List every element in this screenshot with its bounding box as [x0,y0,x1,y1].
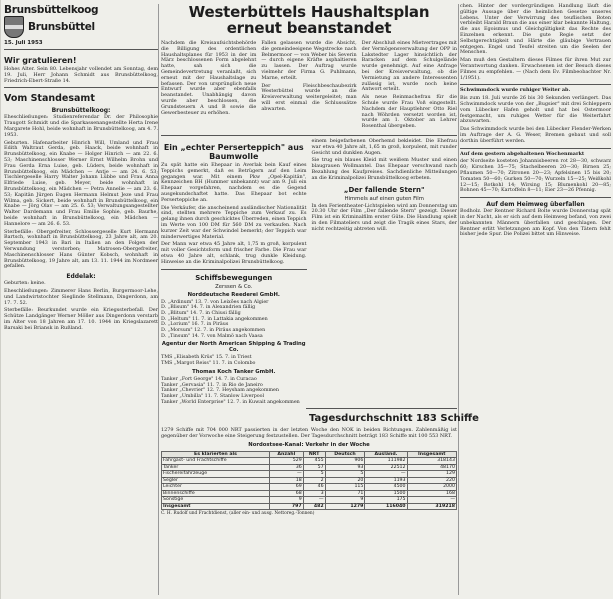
table-cell: 57 [303,464,325,471]
table-cell: 529 [269,458,303,465]
table-cell: Insgesamt [162,503,270,510]
divider [4,87,158,88]
table-cell: 1279 [325,503,365,510]
right-column [460,4,611,597]
table-cell: 68 [269,490,303,497]
table-cell: Fahrgast- und Frachtschiffe [162,458,270,465]
eddelak-text-births: Geburten: keine. [4,280,46,287]
table-cell: 318143 [407,458,456,465]
canal-story [309,413,479,425]
film-story [312,139,458,405]
table-cell: 9 [269,497,303,504]
eddelak-title: Eddelak: [66,273,96,281]
table-cell: Tanker [162,464,270,471]
table-cell: Binnenschiffe [162,490,270,497]
ships-subtitle: Zerssen & Co. [215,283,253,290]
table-cell: 2 [303,477,325,484]
canal-text: 1279 Schiffe mit 704 000 NRT passierten in der letzten Woche den NOK in beiden Richtungen. Zahlenmäßig ist gegenüber der Vorwoche eine Steigerung festzustellen. Der Tagesdurchschnitt beträgt 183 Schiffe mit 100 553 NRT. [161,427,457,440]
ship-entry: D. „Morsum" 12. 7. in Piräus angekommen [161,328,266,334]
masthead-line-2: Brunsbüttel [28,21,95,33]
lead-text: Der Fleischbeschaubezirk Westerbüttel wurde an die Kreisverwaltung weitergeleitet; man will erst einmal die Schlusssätze abwarten. [261,82,357,112]
divider [306,408,457,409]
table-cell: 5 [303,471,325,478]
ships-headline: Schiffsbewegungen [195,273,273,282]
column-rule [158,4,159,595]
registry-text-births: Geburten. Hafenarbeiter Hinrich Will, Umland und Frau Edith Waltraut Gerda, geb. Haack, beide wohnhaft in Brunsbüttelkoog, ein Knabe — Holger Hinrich — am 22. 6. 53; Maschinenschlosser Werner Ernst Wilhelm Brohn und Frau Gerda Erna Luise, geb. Lüders, beide wohnhaft in Brunsbüttelkoog, ein Mädchen — Antje — am 24. 6. 53; Tischlergeselle Harry Walter Johann Lübbe und Frau Anna Elfriede Luise, geb. Meyer, beide wohnhaft in Brunsbüttelkoog, ein Mädchen — Petra Annelie — am 23. 6. 53; Kapitän Jürgen Eugen Hermann Helmut Jeze und Frau Wilma, geb. Sickert, beide wohnhaft in Brunsbüttelkoog, ein Knabe — Jörg Olav — am 25. 6. 53; Verwaltungsangestellter Walter Dardemann und Frau Emilie Sophie, geb. Baurhe, beide wohnhaft in Brunsbüttelkoog, ein Mädchen — Hannelore — am 26. 6. 53. [4,139,158,227]
canal-traffic-table [161,451,457,511]
film-headline: „Der fallende Stern" [343,185,425,194]
dock-text: Bis zum 18. Juli wurde 26 bis 30 Sekunden verlängert. Das Schwimmdock wurde von der „Bugsier" mit drei Schleppern vom Lübecker Hafen geholt und hat bei Ostermoor festgemacht, um ruhiges Wetter für die Weiterfahrt abzuwarten. [460,95,611,125]
divider [161,269,307,270]
divider [161,135,457,136]
ship-entry: Tanker „World Enterprise" 12. 7. in Kuwait angekommen [161,399,300,405]
ship-entry: Tanker „Gervasia" 11. 7. in Rio de Janeiro [161,382,263,388]
left-column [4,4,158,597]
table-cell: — [303,497,325,504]
film-text: In den Ferientheater-Lichtspielen wird am Donnerstag um 20.30 Uhr der Film „Der fallende Stern" gezeigt. Dieser Film ist ein Kriminalfilm erster Güte. Die Handlung spielt in den Filmateliers und zeigt die Tragik eines Stars, der nicht rechtzeitig abtreten will. [311,202,457,232]
ships-group-title: Norddeutsche Reederei GmbH. [187,291,280,298]
table-header: Deutsch [325,451,365,458]
table-cell: 111982 [365,458,407,465]
table-header: Es klarierten als [162,451,270,458]
table-cell: 5 [325,471,365,478]
main-headline-line-1: Westerbüttels Haushaltsplan [188,3,430,21]
ship-entry: TMS „Margot Reiss" 11. 7. in Colombo [161,361,256,367]
masthead-line-1: Brunsbüttelkoog [4,4,99,16]
canal-table-title: Nordostsee-Kanal: Verkehr in der Woche [248,441,370,448]
carpet-text: Der Mann war etwa 45 Jahre alt, 1,75 m groß, korpulent mit voller Gesichtsform und frischer Farbe. Die Frau war etwa 40 Jahre alt, schlank, trug dunkle Kleidung. Hinweise an die Kriminalpolizei Brunsbüttelkoog. [161,241,307,265]
lead-text: Als neue Reinmachefrau für die Schule wurde Frau Voß eingestellt. Nachdem der Hauptlehrer Otto Riel nach Wöhrden versetzt worden ist, wurde am 1. Oktober an Lehrer Rosenthal übergeben. [361,94,457,130]
ship-entry: Tanker „Fort George" 14. 7. in Curacao [161,376,257,382]
table-cell: 1193 [365,477,407,484]
ship-entry: D. „Ardinum" 13. 7. von Leixões nach Algier [161,299,269,305]
carpet-text: Zu spät hatte ein Ehepaar in Averlak bein Kauf eines Teppichs gemerkt, daß es Betrügern auf den Leim gegangen war. Mit einem Pkw „Opel-Kapitän", Kennzeichen BH (Hummer unbekannt) war am 9. Juli ein Ehepaar vorgefahren, nachdem es die Gegend ausgekundschaftet hatte. Das Ehepaar bot echte Perserteppiche an. [161,161,307,203]
divider [460,197,611,198]
divider [460,148,611,149]
ship-entry: TMS „Elisabeth Krüs" 15. 7. in Triest [161,355,252,361]
table-cell: Leichter [162,484,270,491]
center-column [161,3,479,597]
table-cell: 2000 [407,484,456,491]
ship-entry: D. „Blisum" 14. 7. in Alexandrien fällig [161,305,256,311]
table-row [162,503,457,510]
ship-entry: D. „Blitum" 14. 7. in Chiusi fällig [161,310,241,316]
divider [460,84,611,85]
film-review-text: chen. Hinter der vordergründigen Handlung läuft die gültige Aussage über die heimlichen Gesetze unseres Lebens. Unter der Verwirrung des teuflischen Boten verbleibt Harald Braun die aus einer klar bekannte Haltung, die aus Egoismus und Gleichgültigkeit das Rechte des Einzelnen erkennt. Die gute Regie setzt der Selbstgerechtigkeit und Härte die gläubige Vertrauen entgegen. Engel und Teufel streiten um die Seelen der Menschen. [460,3,611,56]
column-rule [458,4,459,595]
divider [4,49,158,50]
table-cell: 48170 [407,464,456,471]
market-text: der Nordseite kosteten Johannisbeeren rot 28—30, schwarz 60; Kirschen 35—75; Stachelbeeren 20—30; Birnen 25; Pflaumen 50—70; Zitronen 20—23; Apfelsinen 15 bis 20; Tomaten 50—60; Gurken 50—70; Wurzeln 15—25; Weißkohl 12—15; Rotkohl 14; Wirsing 15; Blumenkohl 20—85; Bohnen 45—70; Kartoffeln 8—11; Eier 23—26 Pfennig. [460,158,611,194]
table-cell: — [407,497,456,504]
table-cell: 1500 [365,490,407,497]
masthead [4,4,158,38]
table-cell: 906 [325,458,365,465]
table-cell: — [365,471,407,478]
table-cell: 18 [269,477,303,484]
lead-text: Der Abschluß eines Mietvertrages mit der Vermögensverwaltung der OPP in Lakstedter Lager hinsichtlich der Baracken auf dem Schulgelände wurde genehmigt. Auf eine Anfrage bei der Kreisverwaltung, ob die Vermietung an andere Interessenten zulässig ist, wurde noch keine Antwort erteilt. [361,40,457,93]
table-cell: 220 [407,477,456,484]
carpet-text-continued: einem beigefarbenen Oberhemd bekleidet. Die Ehefrau war etwa 40 Jahre alt, 1,65 m groß, korpulent, mit runder Gesicht und dunklen Augen. [311,137,457,156]
table-cell: 69 [269,484,303,491]
table-cell: — [269,471,303,478]
table-cell: 319218 [407,503,456,510]
congrats-title: Wir gratulieren! [4,56,77,65]
table-header: NRT [303,451,325,458]
ship-entry: Tanker „Chevrier" 12. 7. Heysham angekommen [161,388,279,394]
table-cell: 116040 [365,503,407,510]
table-header: Anzahl [269,451,303,458]
table-cell: Sonstige [162,497,270,504]
carpet-headline: Ein „echter Perserteppich" aus Baumwolle [163,142,304,161]
registry-office-subtitle: Brunsbüttelkoog: [51,107,111,115]
assault-headline: Auf dem Heimweg überfallen [486,201,585,209]
table-cell: 20 [325,477,365,484]
table-cell: 4500 [365,484,407,491]
market-kicker: Auf dem gestern abgehaltenen Wochenmarkt [460,150,585,157]
table-cell: 175 [365,497,407,504]
dateline: 15. Juli 1953 [4,40,43,46]
eddelak-text-deaths: Sterbefälle: Beurkundet wurde ein Kriegssterbefall. Der Schütze Landgänger Werner Möller aus Dingerdonn verstarb im Alter von 18 Jahren am 17. 10. 1944 im Kriegslazarett Barsaki bei Briansk in Rußland. [4,307,158,331]
ship-entry: D. „Heltum" 11. 7. in Lattakia angekommen [161,316,268,322]
table-cell: Segler [162,477,270,484]
ships-group-title: Thomas Koch Tanker GmbH. [192,368,276,375]
carpet-text: Die Verkäufer, die anscheinend ausländischer Nationalität sind, stellten mehrere Teppiche zum Verkauf zu. Es gelang ihnen durch geschicktes Überreden, einen Teppich im Werte von 100 DM für 560 DM zu verkaufen. Nach kurzer Zeit war der Schwindel bemerkt; der Teppich war minderwertiges Material. [161,204,307,240]
coat-of-arms-icon [4,16,24,38]
lead-story [161,41,457,132]
table-cell: 22512 [365,464,407,471]
eddelak-text-marriages: Eheschließungen: Zimmerer Hans Berlin, Burgermoor-Lehe, und Landwirtstochter Sieglinde Stellmann, Dingerdonn, am 17. 7. 52. [4,287,158,306]
dock-text: Das Schwimmdock wurde bei den Lübecker Flender-Werken im Auftrage der A. G. Weser, Bremen gebaut und soll dorthin überführt werden. [460,126,611,144]
film-review-text: Man muß den Gestaltern dieses Filmes für ihren Mut zur Verantwortung danken. Erwachsenen ist der Besuch dieses Filmes zu empfehlen. — (Nach dem Ev. Filmbeobachter Nr. 1/1951). [460,57,611,81]
table-cell: 482 [303,503,325,510]
table-header: Insgesamt [407,451,456,458]
table-cell: 9 [325,497,365,504]
canal-headline: Tagesdurchschnitt 183 Schiffe [309,413,479,425]
table-cell: 93 [325,464,365,471]
ship-entry: D. „Tinsum" 14. 7. von Malmö nach Vaasa [161,333,263,339]
lead-text: Nachdem die Kreisaufsichtsbehörde die Billigung des ordentlichen Haushaltsplanes für 1953 in der im März beschlossenen Form abgelehnt hatte, sah sich die Gemeindevertretung veranlaßt, sich erneut mit der Haushaltslage zu befassen. Der von ursprünglich neue Entwurf wurde aber ebenfalls beanstandet. Unabhängig davon wurde aber beschlossen, die Grundsteuern A und B sowie die Gewerbesteuer zu erhöhen. [161,40,257,116]
carpet-text-continued: Sie trug ein blaues Kleid mit weißem Muster und einen blaugrauen Wollmantel. Das Ehepaar verschwand nach Bezahlung des Kaufpreises. Sachdienliche Mitteilungen an die Kriminalpolizei Brunsbüttelkoog erbeten. [311,157,457,181]
lead-text: Fallen gelassen wurde die Absicht, die gemeindeeigene Wegstrecke nach Belmermoor — von Weber bis Severin — durch eigene Kräfte asphaltieren zu lassen. Der Auftrag wurde vielmehr der Firma G. Puhlmann, Marne, erteilt. [261,40,357,81]
carpet-story [161,139,307,405]
table-cell: 129 [407,471,456,478]
table-cell: Fischereifahrzeuge [162,471,270,478]
table-cell: 455 [303,458,325,465]
table-header: Ausländ. [365,451,407,458]
table-footnote: C. H. Rudolf und Frachtdienst, (aller ein- und ausg. Nettoreg.-Tonnen) [161,511,315,517]
table-cell: 3 [303,490,325,497]
ship-entry: D. „Lorium" 16. 7. in Piräus [161,322,229,328]
table-cell: 46 [303,484,325,491]
table-cell: 115 [325,484,365,491]
ships-group-title: Agentur der North American Shipping & Trading Co. [161,341,306,354]
registry-office-title: Vom Standesamt [4,93,95,105]
main-headline-line-2: erneut beanstandet [226,19,392,37]
film-subtitle: Himmels auf einen guten Film [344,195,424,202]
congrats-text: Hohes Alter. Sein 80. Lebensjahr vollendet am Sonntag, dem 19. Juli, Herr Johann Schmidt aus Brunsbüttelkoog, Friedrich-Ebert-Straße 14. [4,66,158,84]
ship-entry: Tanker „Umbilla" 11. 7. Stanlow Liverpool [161,393,265,399]
registry-text-marriages: Eheschließungen: Studienreferendar Dr. der Philosophie Traugott Schmidt und die Sparkassenangestellte Herta Irene Margarete Hohl, beide wohnhaft in Brunsbüttelkoog, am 4. 7. 1953. [4,114,158,138]
table-cell: 36 [269,464,303,471]
registry-text-deaths: Sterbefälle: Obergefreiter, Schlossergeselle Kurt Hermann Bartsch, wohnhaft in Brunsbüttelkoog, 23 Jahre alt, am 20. September 1943 in Bari in Italien an den Folgen der Verwundung verstorben; Matrosen-Obergefreiter, Maschinenschlosser Hans Günter Kobsch, wohnhaft in Brunsbüttelkoog, 19 Jahre alt, am 13. 11. 1944 im Nordmeer gefallen. [4,228,158,270]
assault-text: Bodholz. Der Rentner Richard Bolte wurde Donnerstag spät in der Nacht, als er sich auf dem Heimweg befand, von zwei unbekannten Männern überfallen und geschlagen. Der Rentner erlitt Verletzungen am Kopf. Von den Tätern fehlt bisher jede Spur. Die Polizei bittet um Hinweise. [460,208,611,238]
table-cell: 168 [407,490,456,497]
dock-kicker: Schwimmdock wurde ruhiger Weiter ab. [460,87,571,94]
table-cell: 797 [269,503,303,510]
table-cell: 71 [325,490,365,497]
